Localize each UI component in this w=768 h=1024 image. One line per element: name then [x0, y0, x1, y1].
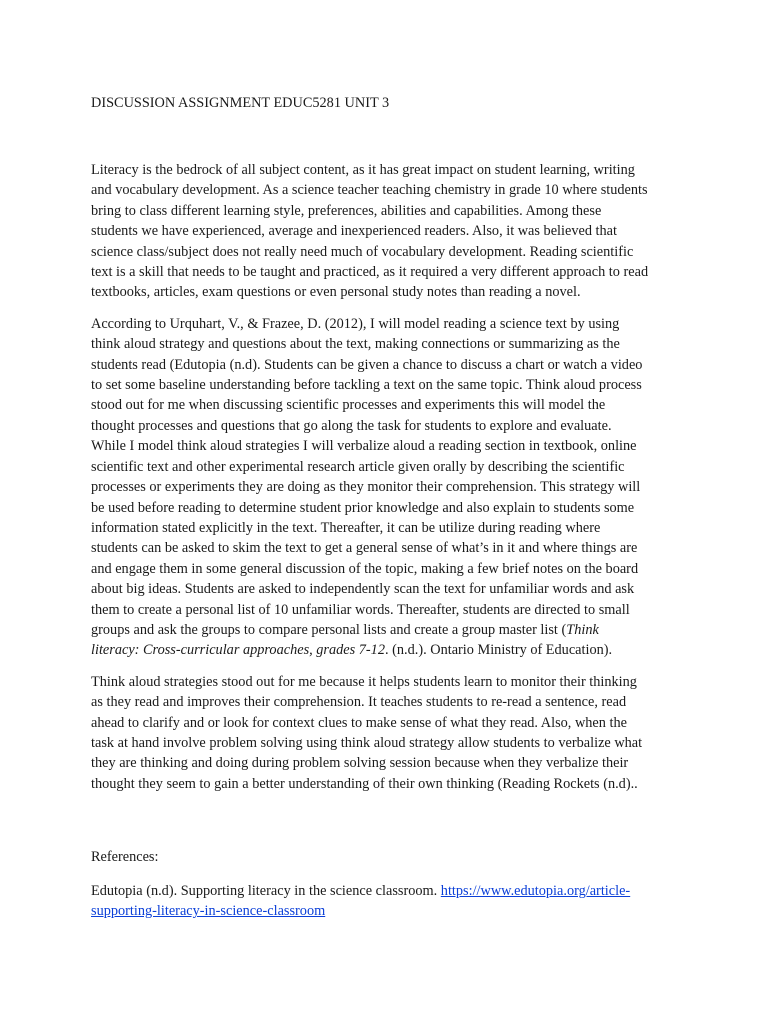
reference-line [91, 901, 686, 921]
document-title: DISCUSSION ASSIGNMENT EDUC5281 UNIT 3 [91, 95, 390, 111]
document-body [91, 160, 686, 805]
text-line: them to create a personal list of 10 unfamiliar words. Thereafter, students are directed to small [91, 601, 630, 618]
text-line: students can be asked to skim the text to get a general sense of what’s in it and where things are [91, 540, 638, 557]
reference-line [91, 881, 686, 901]
text-line: bring to class different learning style, preferences, abilities and capabilities. Among these [91, 202, 602, 219]
text-line: students read (Edutopia (n.d). Students can be given a chance to discuss a chart or watch a video [91, 356, 643, 373]
text-line: According to Urquhart, V., & Frazee, D. (2012), I will model reading a science text by using [91, 315, 620, 332]
paragraph-1 [91, 160, 686, 303]
text-line: While I model think aloud strategies I will verbalize aloud a reading section in textbook, online [91, 438, 637, 455]
text-line: thought processes and questions that go along the task for students to explore and evaluate. [91, 417, 612, 434]
text-line: about big ideas. Students are asked to independently scan the text for unfamiliar words and ask [91, 581, 635, 598]
citation-italic: Think [566, 621, 599, 638]
text-line-with-citation [91, 640, 686, 660]
text-line: task at hand involve problem solving using think aloud strategy allow students to verbalize what [91, 734, 643, 751]
text-segment: groups and ask the groups to compare personal lists and create a group master list ( [91, 621, 567, 638]
text-line: science class/subject does not really need much of vocabulary development. Reading scientific [91, 243, 634, 260]
text-line: stood out for me when discussing scientific processes and experiments this will model the [91, 397, 606, 414]
text-line: scientific text and other experimental research article given orally by describing the scientific [91, 458, 625, 475]
text-line: think aloud strategy and questions about the text, making connections or summarizing as the [91, 336, 620, 353]
paragraph-3 [91, 672, 686, 794]
reference-link-continued[interactable]: supporting-literacy-in-science-classroom [91, 903, 326, 920]
text-line: information stated explicitly in the text. Thereafter, it can be utilize during reading where [91, 519, 601, 536]
reference-text: Edutopia (n.d). Supporting literacy in the science classroom. [91, 883, 441, 899]
text-line: ahead to clarify and or look for context clues to make sense of what they read. Also, when the [91, 714, 627, 731]
text-line: textbooks, articles, exam questions or even personal study notes than reading a novel. [91, 284, 581, 301]
text-line-with-citation [91, 620, 686, 640]
text-line: they are thinking and doing during problem solving session because when they verbalize their [91, 755, 629, 772]
text-line: Think aloud strategies stood out for me because it helps students learn to monitor their thinking [91, 673, 637, 690]
text-line: Literacy is the bedrock of all subject content, as it has great impact on student learning, writing [91, 162, 635, 178]
text-line: be used before reading to determine student prior knowledge and also explain to students some [91, 499, 635, 516]
text-line: thought they seem to gain a better understanding of their own thinking (Reading Rockets (n.d).. [91, 775, 638, 792]
text-line: text is a skill that needs to be taught and practiced, as it required a very different approach to read [91, 264, 649, 281]
citation-italic: literacy: Cross-curricular approaches, grades 7-12 [91, 642, 385, 659]
text-line: as they read and improves their comprehension. It teaches students to re-read a sentence, read [91, 694, 627, 711]
reference-link[interactable]: https://www.edutopia.org/article- [440, 883, 631, 899]
text-line: to set some baseline understanding before tackling a text on the same topic. Think aloud process [91, 377, 642, 394]
paragraph-2 [91, 314, 686, 661]
text-line: processes or experiments they are doing as they monitor their comprehension. This strategy will [91, 479, 641, 496]
text-line: and vocabulary development. As a science teacher teaching chemistry in grade 10 where students [91, 182, 648, 199]
text-segment: . (n.d.). Ontario Ministry of Education). [384, 642, 613, 659]
text-line: students we have experienced, average and inexperienced readers. Also, it was believed that [91, 223, 617, 240]
text-line: and engage them in some general discussion of the topic, making a few brief notes on the board [91, 560, 639, 577]
references-heading: References: [91, 849, 159, 865]
reference-item [91, 881, 686, 922]
